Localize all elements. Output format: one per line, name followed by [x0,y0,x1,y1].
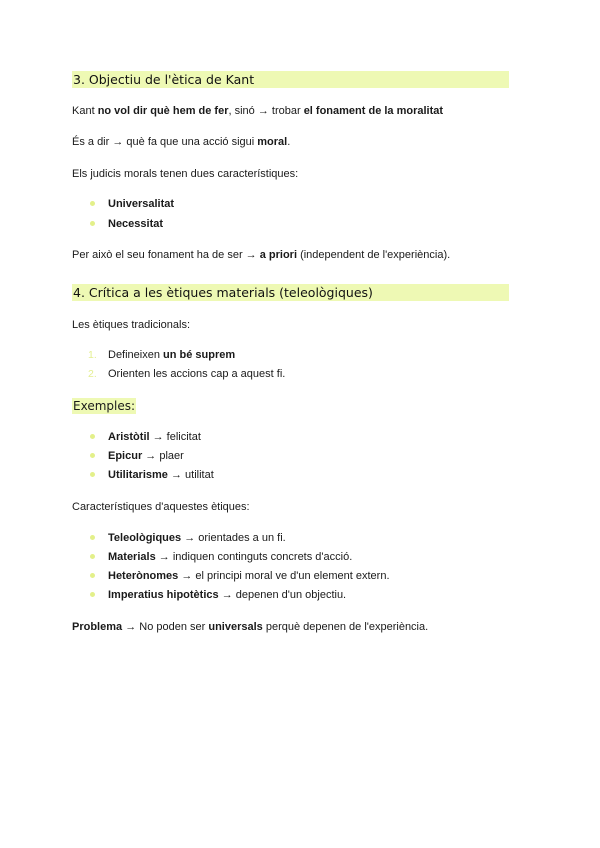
section-4-paragraph-1: Les ètiques tradicionals: [72,319,191,331]
text: perquè depenen de l'experiència. [262,621,429,633]
list-item [108,588,346,602]
list-item [108,569,390,583]
bold-text: Teleològiques [108,532,182,544]
text: → felicitat [149,431,201,443]
bold-text: Utilitarisme [108,469,168,481]
section-4-paragraph-2: Característiques d'aquestes ètiques: [72,501,250,513]
bold-text: moral [257,136,288,148]
text: Kant [72,105,98,117]
text: (independent de l'experiència). [297,249,451,261]
bold-text: no vol dir què hem de fer [97,105,229,117]
bold-text: Epicur [108,450,143,462]
bullet-icon [90,221,95,226]
numbered-item [108,367,285,381]
text: És a dir → què fa que una acció sigui [72,136,258,148]
bullet-icon [90,592,95,597]
bullet-icon [90,201,95,206]
text: Defineixen [108,349,164,361]
list-item [108,531,286,545]
text: . [287,136,291,148]
bullet-icon [90,573,95,578]
bold-text: Aristòtil [108,431,150,443]
numbered-item [108,348,235,362]
list-item [108,430,201,444]
bullet-icon [90,472,95,477]
list-number: 2. [88,368,97,380]
section-4-heading: 4. Crítica a les ètiques materials (teleològiques) [72,284,509,301]
bold-text: Universalitat [108,198,175,210]
bullet-icon [90,434,95,439]
list-item [108,449,184,463]
list-item [108,550,352,564]
section-3-paragraph-3: Els judicis morals tenen dues característiques: [72,168,299,180]
text: → No poden ser [122,621,209,633]
problem-paragraph [72,620,428,634]
bold-text: el fonament de la moralitat [303,105,444,117]
section-3-paragraph-4 [72,248,450,262]
section-3-paragraph-1 [72,104,443,118]
bullet-icon [90,535,95,540]
bold-text: Necessitat [108,218,164,230]
section-3-heading: 3. Objectiu de l'ètica de Kant [72,71,509,88]
text: → plaer [142,450,184,462]
bold-text: Heterònomes [108,570,179,582]
text: → el principi moral ve d'un element extern. [178,570,390,582]
text: → utilitat [167,469,214,481]
text: , sinó → trobar [228,105,304,117]
section-3-paragraph-2 [72,135,290,149]
bullet-icon [90,554,95,559]
list-item [108,197,174,211]
text: → orientades a un fi. [181,532,286,544]
text: → depenen d'un objectiu. [218,589,347,601]
bullet-icon [90,453,95,458]
examples-label: Exemples: [73,399,136,413]
list-item [108,468,214,482]
list-number: 1. [88,349,97,361]
bold-text: Imperatius hipotètics [108,589,219,601]
text: → indiquen continguts concrets d'acció. [155,551,353,563]
text: Per això el seu fonament ha de ser → [72,249,260,261]
list-item [108,217,163,231]
bold-text: a priori [259,249,298,261]
bold-text: universals [208,621,263,633]
text: Orienten les accions cap a aquest fi. [108,368,286,380]
bold-text: Materials [108,551,156,563]
bold-text: un bé suprem [163,349,236,361]
bold-text: Problema [72,621,123,633]
